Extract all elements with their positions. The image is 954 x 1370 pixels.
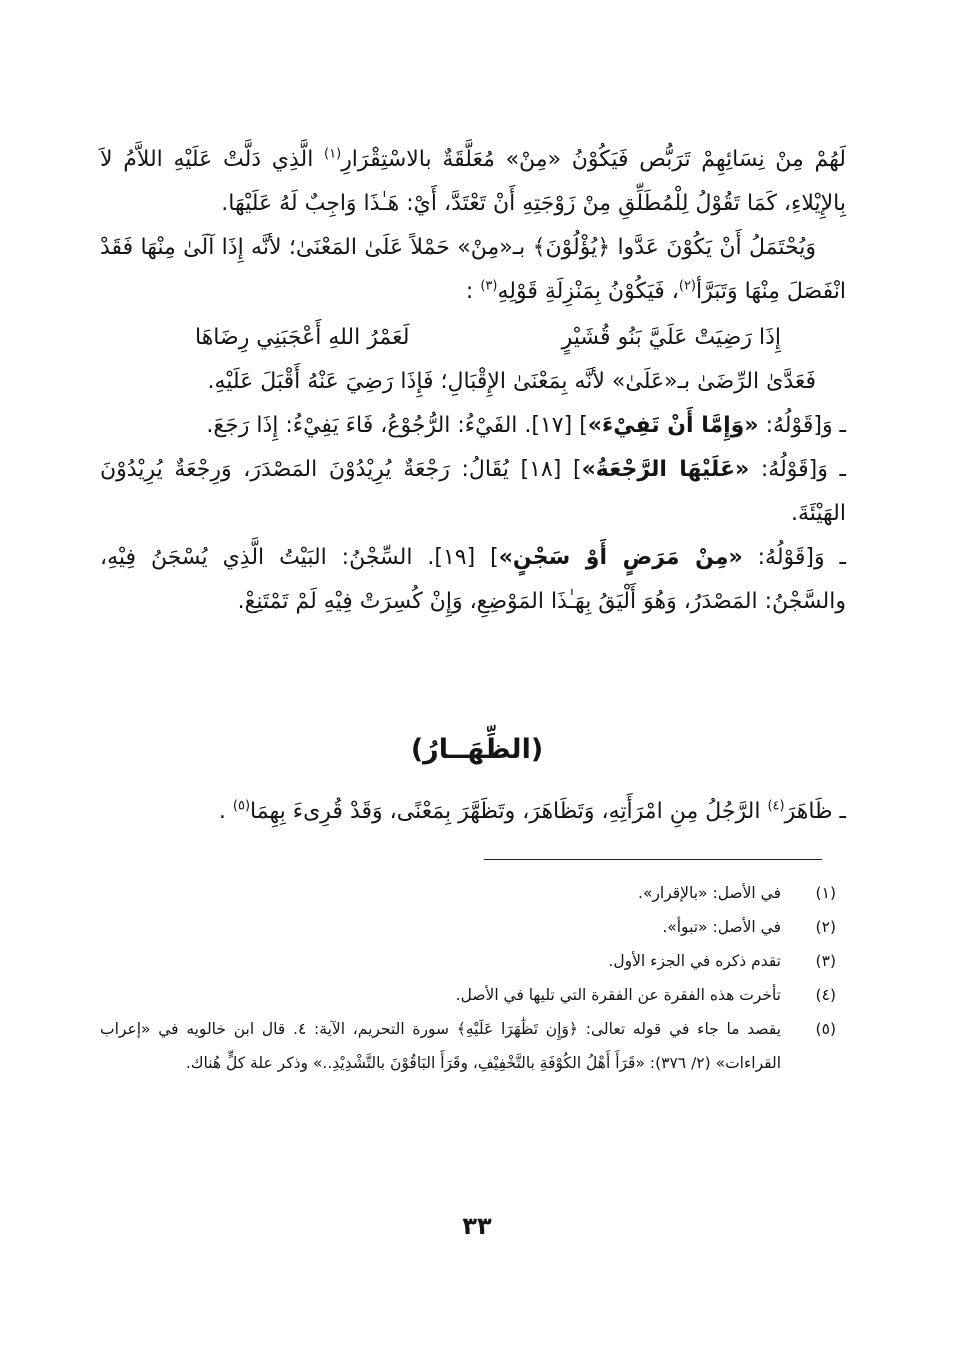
entry-text: ] [١٧]. الفَيْءُ: الرُّجُوْعُ، فَاءَ يَفِيْءُ: إِذَا رَجَعَ. xyxy=(206,413,588,438)
footnote-item xyxy=(100,944,836,978)
footnotes xyxy=(100,876,836,1080)
paragraph-2 xyxy=(100,226,846,314)
footnote-number: (٥) xyxy=(815,1020,836,1038)
paragraph-4 xyxy=(100,404,846,448)
paragraph-1 xyxy=(100,138,846,226)
quoted-phrase: «وَإِمَّا أَنْ تَفِيْءَ» xyxy=(587,413,759,438)
footnote-ref-4: (٤) xyxy=(767,798,785,814)
footnote-number: (٢) xyxy=(815,918,836,936)
footnote-ref-3: (٣) xyxy=(480,278,498,294)
poem-first-hemistich: إِذَا رَضِيَتْ عَلَيَّ بَنُو قُشَيْرٍ xyxy=(561,325,781,350)
paragraph-6 xyxy=(100,536,846,624)
footnote-text: في الأصل: «بالإقرار». xyxy=(638,884,781,902)
footnote-ref-5: (٥) xyxy=(232,798,251,814)
footnote-text: يقصد ما جاء في قوله تعالى: ﴿وَإِن تَظَٰهَرَا عَلَيْهِ﴾ سورة التحريم، الآية: ٤. قال ابن خالويه في «إعراب القراءات» (٢/ ٣٧٦): «قَرَأَ أَهْلُ الكُوْفَةِ بالتَّخْفِيْفِ، وقَرَأَ البَاقُوْنَ بالتَّشْدِيْدِ..» وذكر علة كلٍّ هُناك. xyxy=(100,1020,782,1072)
footnote-ref-1: (١) xyxy=(324,146,342,162)
entry-prefix: ـ وَ[قَوْلُهُ: xyxy=(765,413,846,438)
footnote-number: (١) xyxy=(815,884,836,902)
section-heading: (الظِّهَــارُ) xyxy=(410,734,544,765)
paragraph-3: فَعَدَّىٰ الرِّضَىٰ بـ«عَلَىٰ» لأنَّه بِمَعْنَىٰ الإِقْبَالِ؛ فَإِذَا رَضِيَ عَنْهُ أَقْبَلَ عَلَيْهِ. xyxy=(207,369,816,394)
footnote-item xyxy=(100,910,836,944)
entry-text: ] [١٩]. السِّجْنُ: البَيْتُ الَّذِي يُسْجَنُ فِيْهِ، والسَّجْنُ: المَصْدَرُ، وَهُوَ أَلْيَقُ بِهَـٰذَا المَوْضِعِ، وَإِنْ كُسِرَتْ فِيْهِ لَمْ تَمْتَنِعْ. xyxy=(100,545,846,614)
footnote-item xyxy=(100,978,836,1012)
footnote-ref-2: (٢) xyxy=(678,278,696,294)
footnote-number: (٤) xyxy=(815,986,836,1004)
paragraph-2-middle: ، فَيَكُوْنُ بِمَنْزِلَةِ قَوْلِهِ xyxy=(497,279,679,304)
section-paragraph-text: الرَّجُلُ مِنِ امْرَأَتِهِ، وَتَظَاهَرَ، وتَظَهَّرَ بِمَعْنًى، وَقَدْ قُرِىءَ بِهِمَا xyxy=(250,799,761,824)
paragraph-2-end: : xyxy=(465,279,474,304)
footnote-separator xyxy=(484,859,822,860)
footnote-number: (٣) xyxy=(815,952,836,970)
section-paragraph xyxy=(100,790,846,834)
entry-prefix: ـ وَ[قَوْلُهُ: xyxy=(760,457,846,482)
entry-text: ] [١٨] يُقَالُ: رَجْعَةٌ يُرِيْدُوْنَ المَصْدَرَ، وَرِجْعَةٌ يُرِيْدُوْنَ الهَيْئَةَ. xyxy=(100,457,846,526)
section-paragraph-end: . xyxy=(218,799,226,824)
footnote-text: تقدم ذكره في الجزء الأول. xyxy=(608,952,781,970)
paragraph-2-text: وَيُحْتَمَلُ أَنْ يَكُوْنَ عَدَّوا ﴿يُؤْلُوْنَ﴾ بـ«مِنْ» حَمْلاً عَلَىٰ المَعْنَىٰ؛ لأنَّه إِذَا آلَىٰ مِنْهَا فَقَدْ انْفَصَلَ مِنْهَا وَتَبَرَّأ xyxy=(100,235,846,304)
page-number: ٣٣ xyxy=(462,1212,492,1240)
poem-verse xyxy=(100,316,846,360)
entry-prefix: ـ وَ[قَوْلُهُ: xyxy=(757,545,846,570)
footnote-text: تأخرت هذه الفقرة عن الفقرة التي تليها في الأصل. xyxy=(455,986,781,1004)
paragraph-5 xyxy=(100,448,846,536)
poem-second-hemistich: لَعَمْرُ اللهِ أَعْجَبَنِي رِضَاهَا xyxy=(195,325,410,350)
section-paragraph-start: ـ ظَاهَرَ xyxy=(784,799,846,824)
footnote-text: في الأصل: «تبوأ». xyxy=(662,918,781,936)
quoted-phrase: «عَلَيْهَا الرَّجْعَةُ» xyxy=(581,457,750,482)
footnote-item xyxy=(100,1012,836,1080)
quoted-phrase: «مِنْ مَرَضٍ أَوْ سَجْنٍ» xyxy=(498,545,743,570)
paragraph-1-continuation: الَّذِي دَلَّتْ عَلَيْهِ اللاَّمُ لاَ بِالإِيْلاءِ، كَمَا تَقُوْلُ لِلْمُطَلِّقِ مِنْ زَوْجَتِهِ أَنْ تَعْتَدَّ، أَيْ: هَـٰذَا وَاجِبٌ لَهُ عَلَيْهَا. xyxy=(100,147,846,216)
paragraph-1-text: لَهُمْ مِنْ نِسَائِهِمْ تَرَبُّص فَيَكُوْنُ «مِنْ» مُعَلَّقَةٌ بالاسْتِقْرَارِ xyxy=(341,147,846,172)
main-text xyxy=(100,138,846,624)
footnote-item xyxy=(100,876,836,910)
